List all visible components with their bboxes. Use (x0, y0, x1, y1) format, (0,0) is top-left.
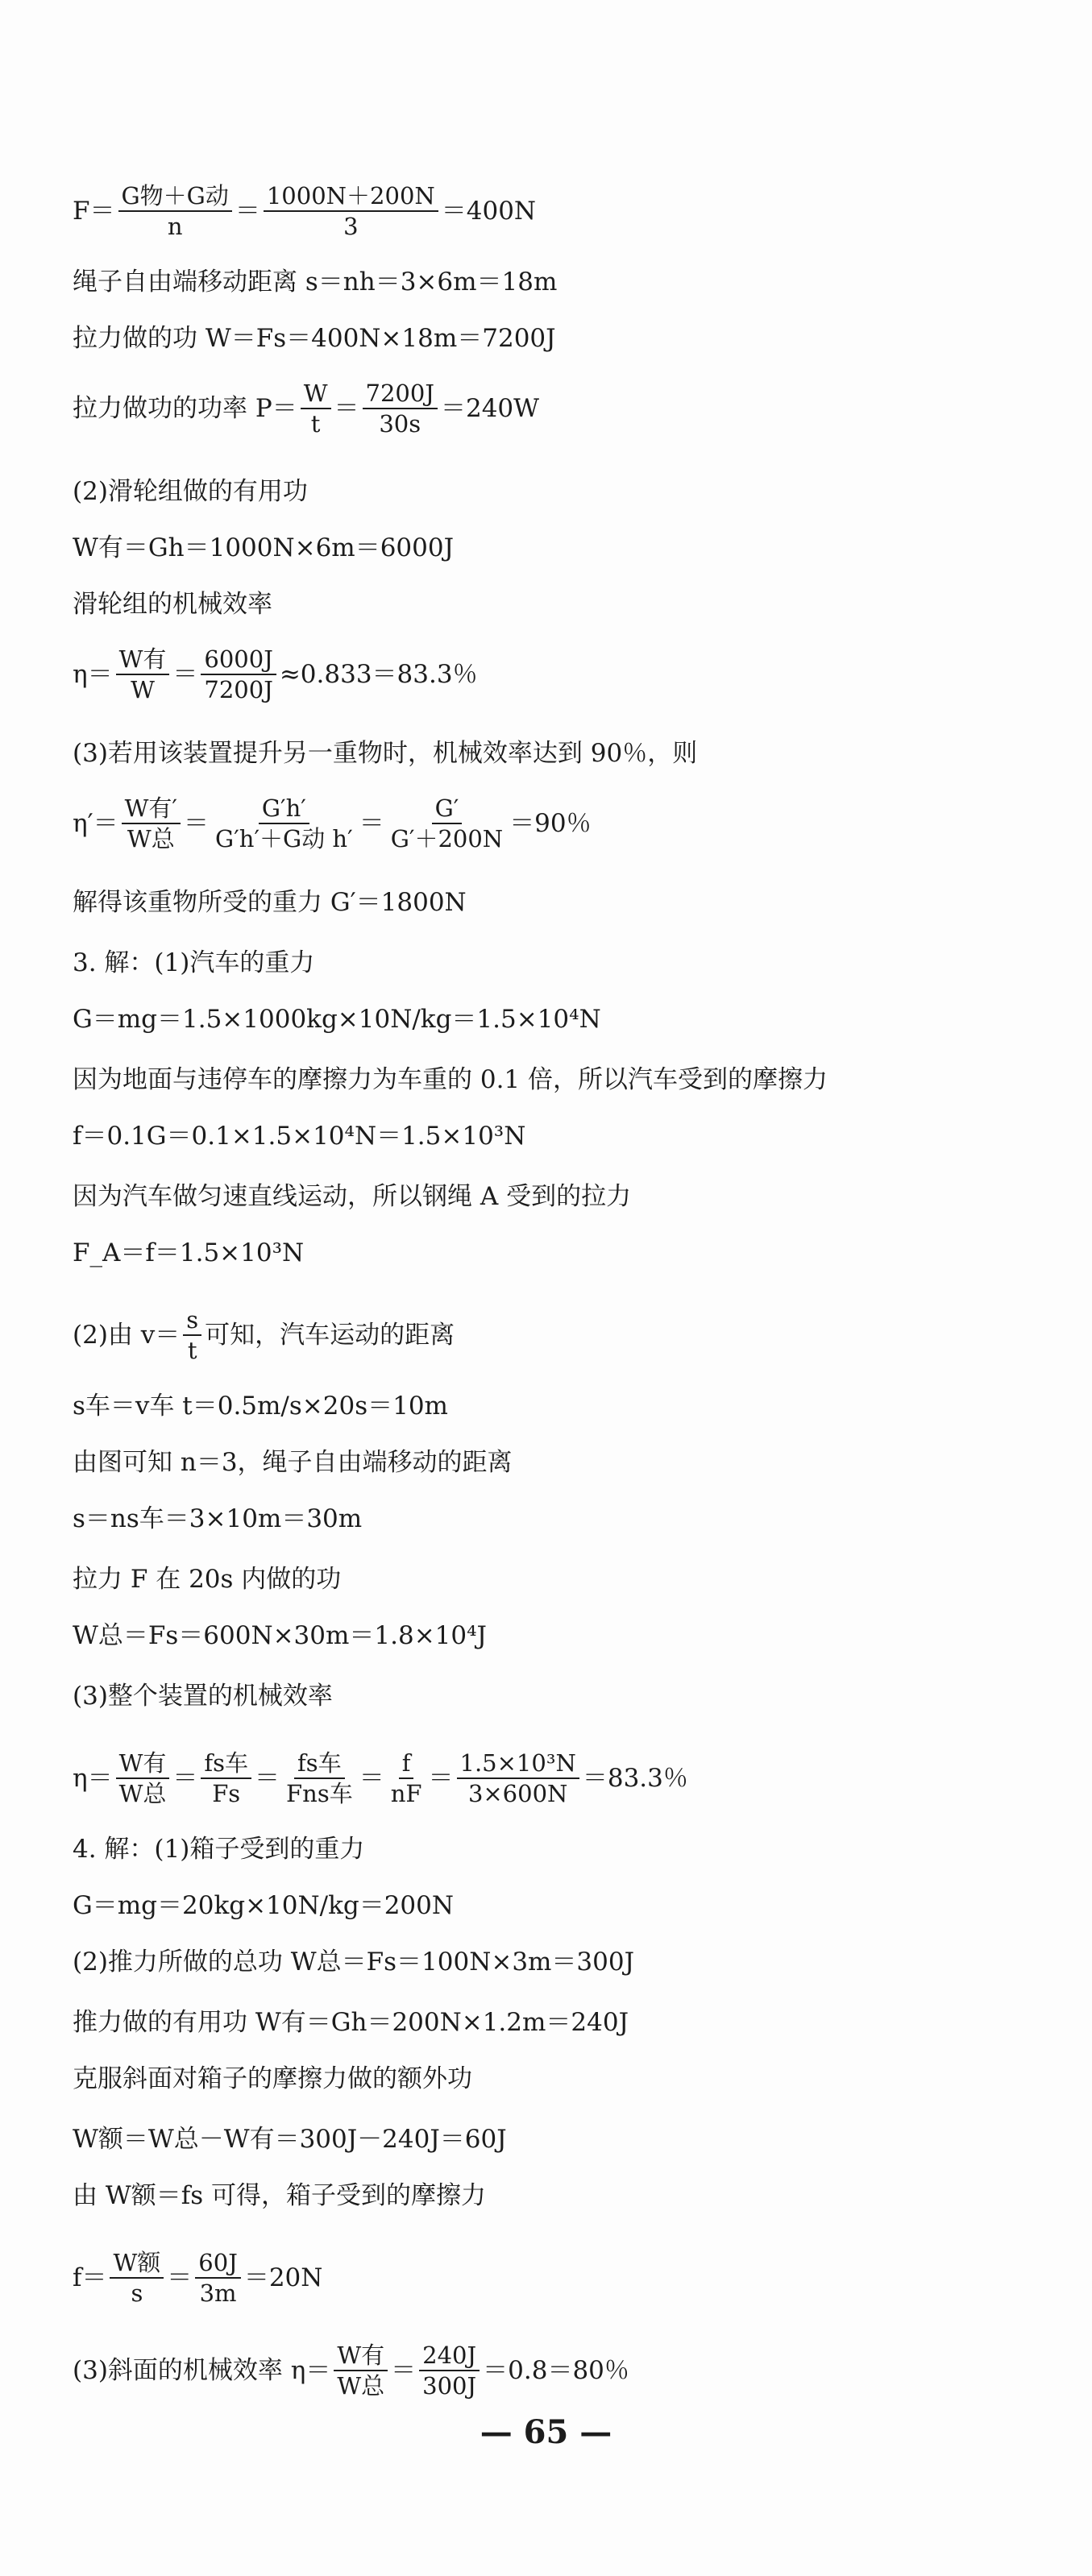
text-line: F_A＝f＝1.5×10³N (73, 1238, 305, 1267)
text-segment: f＝ (73, 2263, 107, 2292)
text-segment: ＝20N (243, 2263, 323, 2292)
text-segment: η＝ (73, 1764, 113, 1793)
text-line: G＝mg＝1.5×1000kg×10N/kg＝1.5×10⁴N (73, 1005, 601, 1034)
fraction: $\frac{60J}{3m}$ (195, 2248, 241, 2308)
text-line: 解得该重物所受的重力 G′＝1800N (73, 888, 467, 917)
formula-line (73, 2248, 322, 2308)
text-line: (2)推力所做的总功 W总＝Fs＝100N×3m＝300J (73, 1948, 635, 1977)
text-line: 3. 解：(1)汽车的重力 (73, 948, 315, 977)
text-segment: (3)斜面的机械效率 η＝ (73, 2356, 331, 2385)
text-segment: (2)由 v＝ (73, 1321, 181, 1350)
text-line: 4. 解：(1)箱子受到的重力 (73, 1835, 365, 1864)
text-line: 滑轮组的机械效率 (73, 590, 272, 619)
fraction: $\frac{\text{W有}}{\text{W总}}$ (334, 2341, 388, 2400)
text-segment: ＝400N (441, 197, 537, 226)
text-line: 由图可知 n＝3，绳子自由端移动的距离 (73, 1448, 513, 1477)
text-segment: ＝240W (440, 394, 540, 423)
text-line: f＝0.1G＝0.1×1.5×10⁴N＝1.5×10³N (73, 1122, 526, 1151)
text-line: W有＝Gh＝1000N×6m＝6000J (73, 533, 455, 562)
formula-line (73, 794, 592, 853)
text-segment: ＝ (184, 809, 210, 838)
text-segment: η′＝ (73, 809, 118, 838)
fraction: $\frac{240J}{300J}$ (419, 2341, 480, 2400)
fraction: $\frac{s}{t}$ (183, 1305, 201, 1365)
text-line: 拉力做的功 W＝Fs＝400N×18m＝7200J (73, 324, 556, 353)
text-segment: η＝ (73, 660, 113, 689)
fraction: $\frac{1000N+200N}{3}$ (264, 181, 438, 241)
formula-line (73, 1748, 688, 1808)
text-segment: 拉力做功的功率 P＝ (73, 394, 297, 423)
fraction: $\frac{\text{fs车}}{Fs}$ (201, 1748, 251, 1808)
text-segment: ＝ (172, 1764, 198, 1793)
text-line: (2)滑轮组做的有用功 (73, 477, 308, 506)
fraction: $\frac{f}{nF}$ (390, 1749, 422, 1807)
text-line: 由 W额＝fs 可得，箱子受到的摩擦力 (73, 2181, 486, 2210)
text-segment: ＝ (391, 2356, 417, 2385)
text-segment: ＝90％ (509, 809, 592, 838)
page-number: — 65 — (480, 2413, 612, 2451)
text-segment: ≈0.833＝83.3％ (279, 660, 478, 689)
text-segment: ＝ (172, 660, 198, 689)
fraction: $\frac{\text{W有′}}{\text{W总}}$ (122, 794, 181, 853)
text-line: 克服斜面对箱子的摩擦力做的额外功 (73, 2064, 472, 2093)
formula-line (73, 181, 536, 241)
text-line: 因为汽车做匀速直线运动，所以钢绳 A 受到的拉力 (73, 1182, 632, 1211)
text-segment: ＝ (255, 1764, 280, 1793)
text-segment: ＝0.8＝80％ (483, 2356, 629, 2385)
text-line: 因为地面与违停车的摩擦力为车重的 0.1 倍，所以汽车受到的摩擦力 (73, 1065, 828, 1094)
fraction: $\frac{\text{W额}}{s}$ (110, 2248, 164, 2308)
fraction: $\frac{\text{G物＋G动}}{n}$ (118, 181, 232, 241)
text-line: 绳子自由端移动距离 s＝nh＝3×6m＝18m (73, 268, 558, 297)
text-line: (3)整个装置的机械效率 (73, 1682, 333, 1711)
formula-line (73, 379, 539, 438)
text-line: s车＝v车 t＝0.5m/s×20s＝10m (73, 1392, 448, 1421)
text-line: 推力做的有用功 W有＝Gh＝200N×1.2m＝240J (73, 2008, 629, 2037)
text-segment: ＝ (235, 197, 260, 226)
text-segment: ＝ (359, 1764, 384, 1793)
text-segment: ＝83.3％ (582, 1764, 688, 1793)
fraction: $\frac{G'h'}{\text{G′h′＋G动 h′}}$ (215, 794, 353, 852)
formula-line (73, 1305, 455, 1365)
fraction: $\frac{G'}{G'+200N}$ (390, 794, 504, 852)
fraction: $\frac{W}{t}$ (301, 379, 331, 438)
text-segment: ＝ (428, 1764, 454, 1793)
text-line: s＝ns车＝3×10m＝30m (73, 1504, 363, 1533)
fraction: $\frac{\text{1.5×10³N}}{3\times 600N}$ (457, 1748, 579, 1808)
fraction: $\frac{6000J}{7200J}$ (201, 645, 276, 704)
text-segment: ＝ (167, 2263, 193, 2292)
formula-line (73, 2341, 629, 2400)
text-line: (3)若用该装置提升另一重物时，机械效率达到 90％，则 (73, 739, 698, 768)
text-line: G＝mg＝20kg×10N/kg＝200N (73, 1891, 454, 1920)
fraction: $\frac{\text{W有}}{\text{W总}}$ (116, 1748, 170, 1808)
text-segment: F＝ (73, 197, 115, 226)
formula-line (73, 645, 478, 704)
text-segment: ＝ (334, 394, 359, 423)
fraction: $\frac{\text{fs车}}{\text{Fns车}}$ (286, 1749, 353, 1807)
fraction: $\frac{7200J}{30s}$ (363, 379, 438, 438)
text-segment: ＝ (359, 809, 384, 838)
text-line: W总＝Fs＝600N×30m＝1.8×10⁴J (73, 1621, 487, 1650)
text-line: W额＝W总－W有＝300J－240J＝60J (73, 2125, 507, 2154)
text-line: 拉力 F 在 20s 内做的功 (73, 1565, 342, 1594)
text-segment: 可知，汽车运动的距离 (205, 1321, 455, 1350)
fraction: $\frac{\text{W有}}{W}$ (116, 645, 170, 704)
